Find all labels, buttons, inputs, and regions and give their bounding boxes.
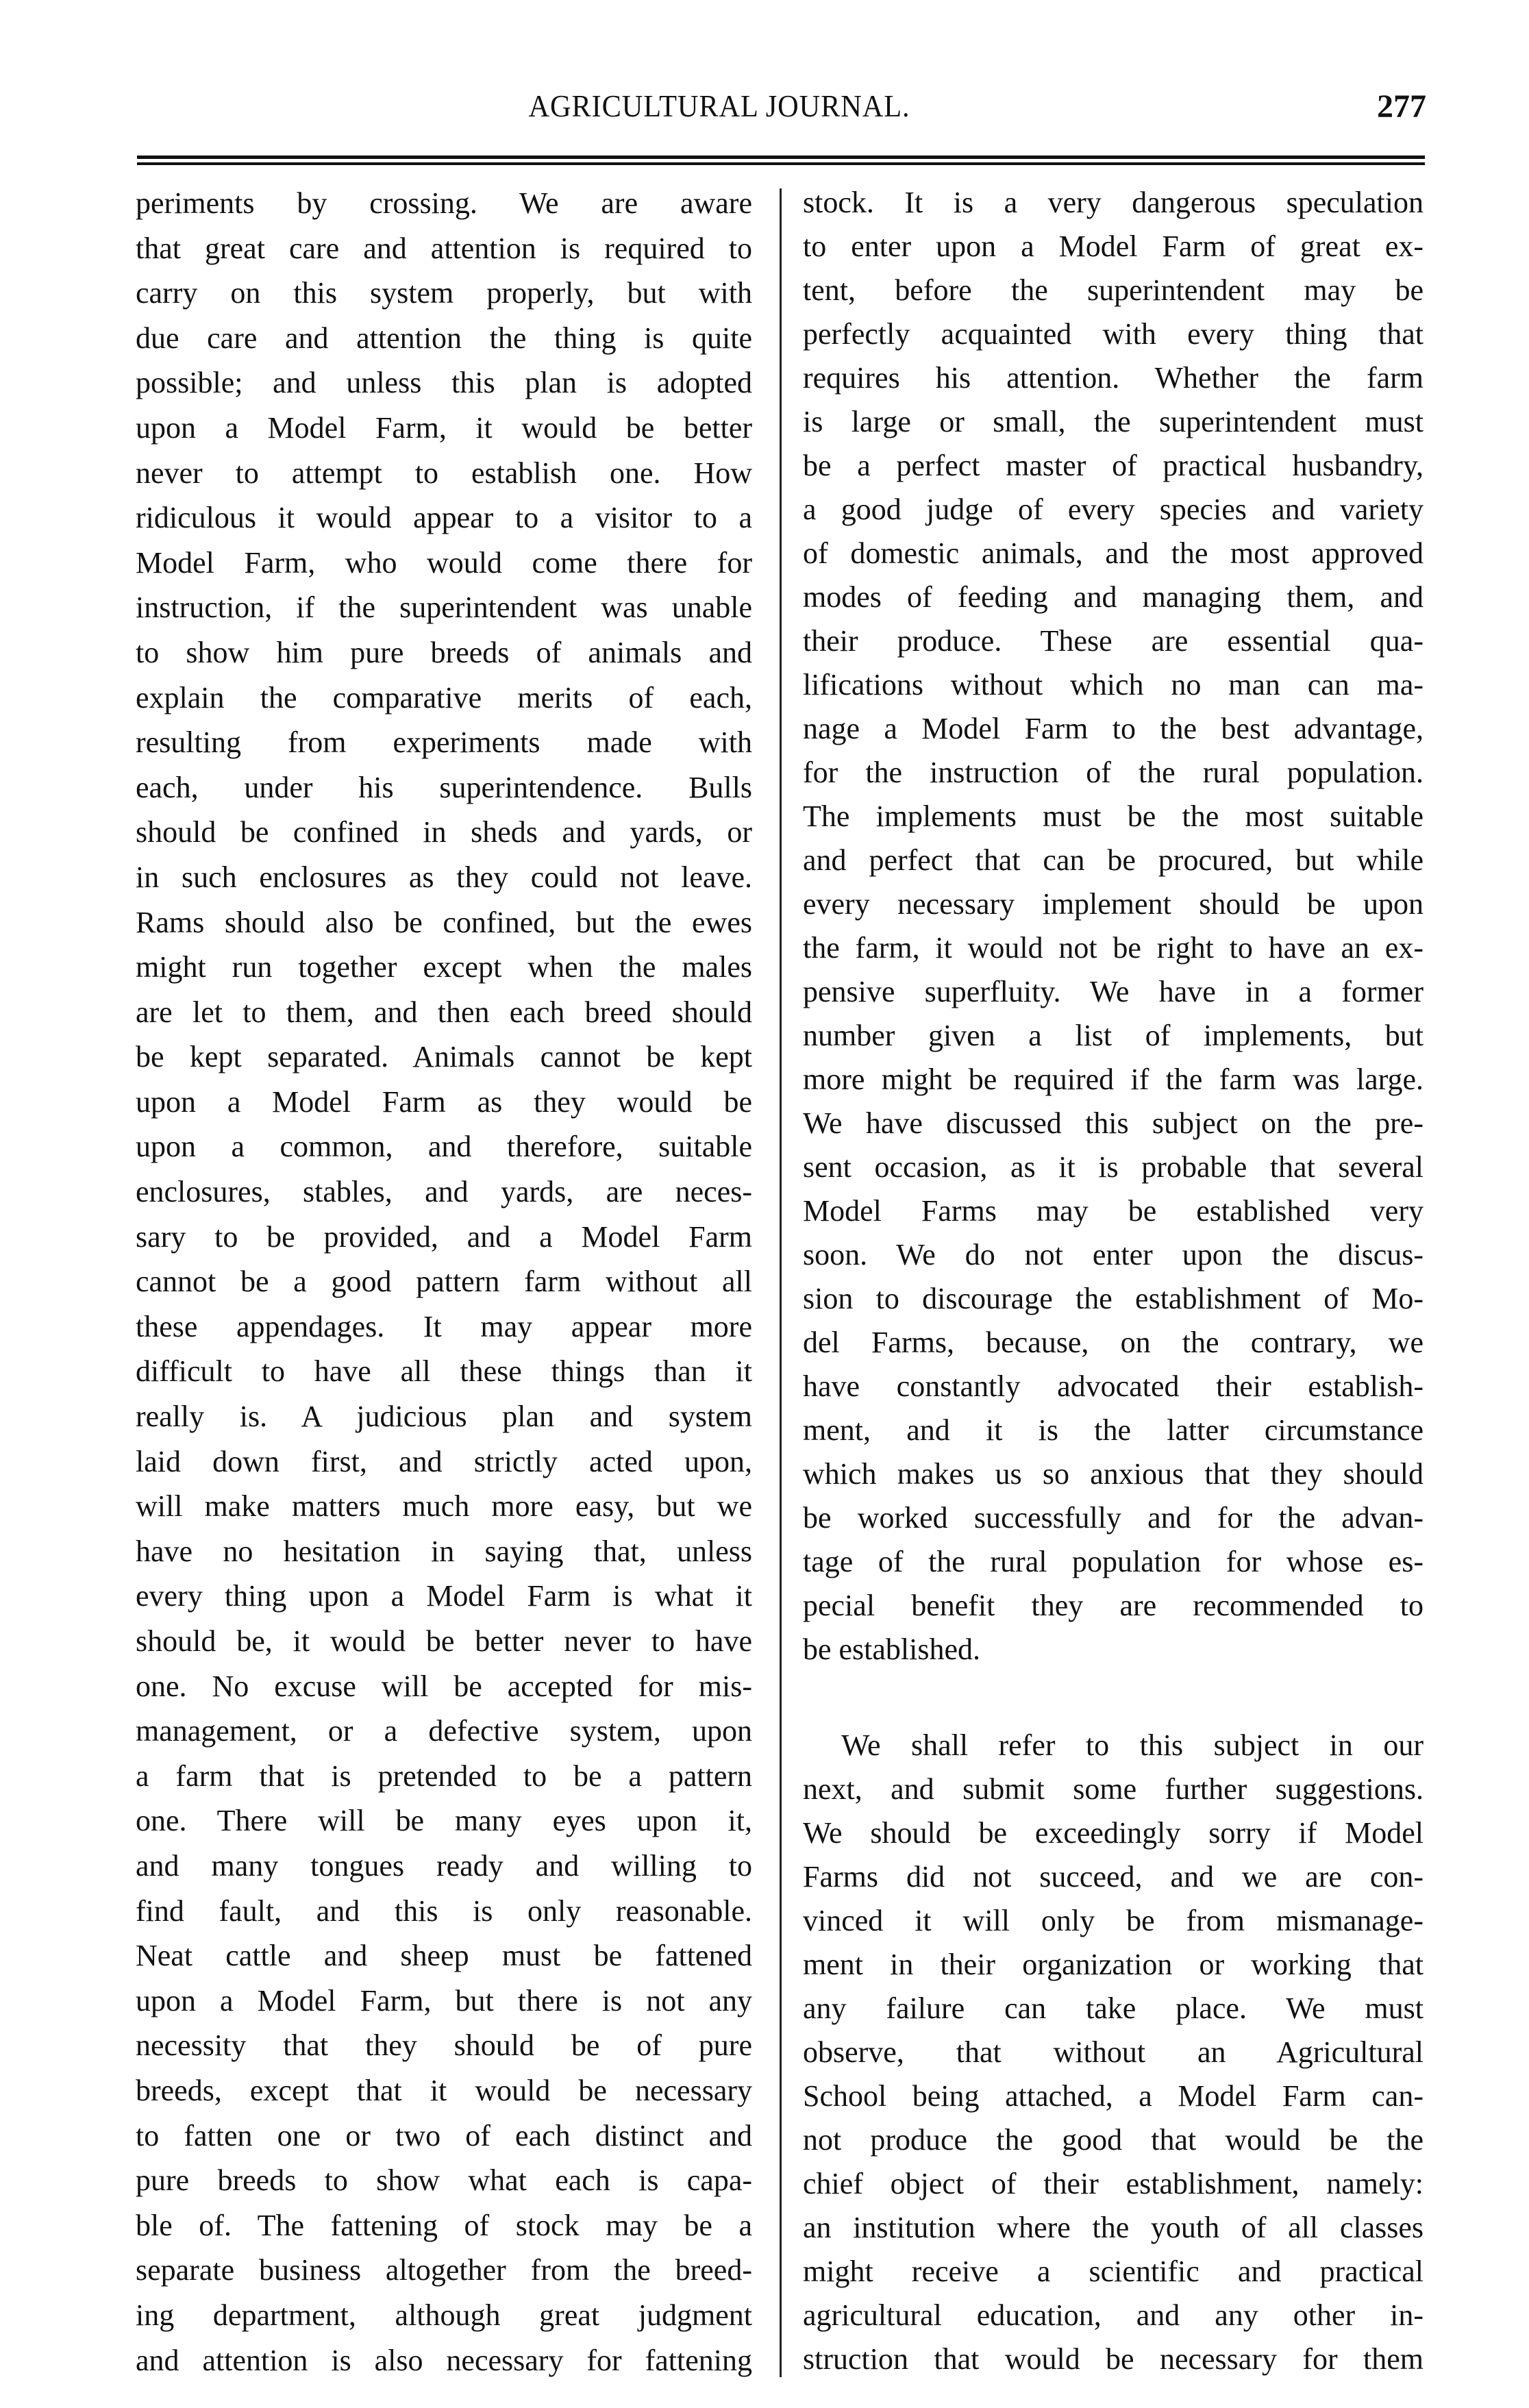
text-line: not produce the good that would be the: [803, 2123, 1424, 2157]
text-line: pecial benefit they are recommended to: [803, 1589, 1424, 1622]
text-line: should be confined in sheds and yards, or: [136, 815, 752, 849]
text-line: The implements must be the most suitable: [803, 799, 1424, 833]
text-line: find fault, and this is only reasonable.: [136, 1894, 752, 1928]
text-line: observe, that without an Agricultural: [803, 2035, 1424, 2069]
text-line: for the instruction of the rural population.: [803, 756, 1424, 789]
text-line: a farm that is pretended to be a pattern: [136, 1759, 752, 1793]
text-line: upon a Model Farm, but there is not any: [136, 1983, 752, 2018]
text-line: an institution where the youth of all classes: [803, 2211, 1424, 2244]
text-line: We shall refer to this subject in our: [841, 1728, 1424, 1762]
text-line: Model Farm, who would come there for: [136, 545, 752, 580]
text-line: difficult to have all these things than it: [136, 1354, 752, 1389]
text-line: might receive a scientific and practical: [803, 2255, 1424, 2288]
text-line: one. There will be many eyes upon it,: [136, 1804, 752, 1838]
text-line: stock. It is a very dangerous speculation: [803, 186, 1424, 219]
text-line: one. No excuse will be accepted for mis-: [136, 1669, 752, 1703]
text-line: of domestic animals, and the most approved: [803, 536, 1424, 570]
text-line: instruction, if the superintendent was unable: [136, 591, 752, 625]
text-line: possible; and unless this plan is adopted: [136, 366, 752, 400]
text-line: pensive superfluity. We have in a former: [803, 975, 1424, 1008]
left-column: [136, 181, 752, 2383]
text-line: upon a Model Farm, it would be better: [136, 410, 752, 445]
text-line: sary to be provided, and a Model Farm: [136, 1219, 752, 1254]
text-line: requires his attention. Whether the farm: [803, 361, 1424, 395]
text-line: We have discussed this subject on the pre-: [803, 1106, 1424, 1140]
text-line: due care and attention the thing is quite: [136, 321, 752, 355]
text-line: every necessary implement should be upon: [803, 887, 1424, 921]
text-line: number given a list of implements, but: [803, 1019, 1424, 1052]
text-line: modes of feeding and managing them, and: [803, 580, 1424, 614]
text-line: tent, before the superintendent may be: [803, 273, 1424, 307]
text-line: enclosures, stables, and yards, are neces-: [136, 1175, 752, 1209]
text-line: Farms did not succeed, and we are con-: [803, 1860, 1424, 1894]
text-line: sent occasion, as it is probable that several: [803, 1150, 1424, 1184]
text-line: sion to discourage the establishment of Mo-: [803, 1282, 1424, 1315]
text-line: pure breeds to show what each is capa-: [136, 2163, 752, 2198]
text-line: should be, it would be better never to have: [136, 1624, 752, 1658]
text-line: never to attempt to establish one. How: [136, 456, 752, 490]
text-line: upon a common, and therefore, suitable: [136, 1130, 752, 1164]
text-line: ment in their organization or working that: [803, 1948, 1424, 1981]
text-line: the farm, it would not be right to have an ex-: [803, 931, 1424, 965]
text-line: ble of. The fattening of stock may be a: [136, 2208, 752, 2242]
text-line: upon a Model Farm as they would be: [136, 1084, 752, 1119]
text-line: Neat cattle and sheep must be fattened: [136, 1939, 752, 1973]
text-line: carry on this system properly, but with: [136, 276, 752, 310]
text-line: ridiculous it would appear to a visitor to a: [136, 501, 752, 535]
text-line: separate business altogether from the breed-: [136, 2253, 752, 2287]
text-line: to fatten one or two of each distinct and: [136, 2118, 752, 2152]
text-line: perfectly acquainted with every thing that: [803, 317, 1424, 351]
text-line: every thing upon a Model Farm is what it: [136, 1579, 752, 1613]
column-divider: [780, 188, 782, 2377]
text-line: to enter upon a Model Farm of great ex-: [803, 229, 1424, 263]
running-header-title: AGRICULTURAL JOURNAL.: [528, 88, 910, 123]
text-line: laid down first, and strictly acted upon,: [136, 1444, 752, 1478]
text-line: resulting from experiments made with: [136, 725, 752, 760]
text-line: explain the comparative merits of each,: [136, 680, 752, 715]
text-line: del Farms, because, on the contrary, we: [803, 1326, 1424, 1359]
page-number: 277: [1377, 88, 1426, 125]
text-line: will make matters much more easy, but we: [136, 1489, 752, 1524]
text-line: ing department, although great judgment: [136, 2298, 752, 2332]
text-line: agricultural education, and any other in-: [803, 2298, 1424, 2332]
text-line: nage a Model Farm to the best advantage,: [803, 712, 1424, 745]
text-line: their produce. These are essential qua-: [803, 624, 1424, 658]
text-line: Model Farms may be established very: [803, 1194, 1424, 1228]
header-rule-top: [137, 156, 1425, 159]
text-line: might run together except when the males: [136, 950, 752, 984]
text-line: soon. We do not enter upon the discus-: [803, 1238, 1424, 1271]
text-line: tage of the rural population for whose es-: [803, 1545, 1424, 1578]
text-line: a good judge of every species and variety: [803, 493, 1424, 526]
text-line: and perfect that can be procured, but while: [803, 843, 1424, 877]
text-line: management, or a defective system, upon: [136, 1714, 752, 1748]
text-line: breeds, except that it would be necessary: [136, 2073, 752, 2107]
text-line: be kept separated. Animals cannot be kept: [136, 1040, 752, 1074]
text-line: which makes us so anxious that they should: [803, 1457, 1424, 1491]
text-line: be established.: [803, 1633, 981, 1666]
text-line: and attention is also necessary for fattening: [136, 2343, 752, 2377]
header-rule-bottom: [137, 162, 1425, 165]
text-line: in such enclosures as they could not leave.: [136, 860, 752, 894]
text-line: any failure can take place. We must: [803, 1991, 1424, 2025]
text-line: Rams should also be confined, but the ewes: [136, 905, 752, 939]
text-line: lifications without which no man can ma-: [803, 668, 1424, 702]
text-line: be worked successfully and for the advan-: [803, 1501, 1424, 1535]
text-line: are let to them, and then each breed should: [136, 995, 752, 1029]
text-line: necessity that they should be of pure: [136, 2028, 752, 2063]
text-line: cannot be a good pattern farm without all: [136, 1265, 752, 1299]
text-line: School being attached, a Model Farm can-: [803, 2079, 1424, 2113]
text-line: these appendages. It may appear more: [136, 1309, 752, 1343]
text-line: and many tongues ready and willing to: [136, 1848, 752, 1883]
text-line: ment, and it is the latter circumstance: [803, 1413, 1424, 1447]
text-line: struction that would be necessary for them: [803, 2342, 1424, 2376]
text-line: more might be required if the farm was large.: [803, 1063, 1424, 1096]
text-line: that great care and attention is required to: [136, 231, 752, 265]
text-line: have constantly advocated their establish-: [803, 1369, 1424, 1403]
text-line: really is. A judicious plan and system: [136, 1400, 752, 1434]
text-line: periments by crossing. We are aware: [136, 186, 752, 220]
text-line: have no hesitation in saying that, unless: [136, 1534, 752, 1568]
text-line: be a perfect master of practical husbandry,: [803, 449, 1424, 482]
text-line: vinced it will only be from mismanage-: [803, 1904, 1424, 1937]
text-line: each, under his superintendence. Bulls: [136, 770, 752, 804]
right-column: [803, 181, 1424, 2381]
text-line: to show him pure breeds of animals and: [136, 635, 752, 669]
text-line: next, and submit some further suggestions.: [803, 1772, 1424, 1806]
text-line: is large or small, the superintendent must: [803, 405, 1424, 438]
text-line: We should be exceedingly sorry if Model: [803, 1816, 1424, 1850]
text-line: chief object of their establishment, namely:: [803, 2167, 1424, 2200]
